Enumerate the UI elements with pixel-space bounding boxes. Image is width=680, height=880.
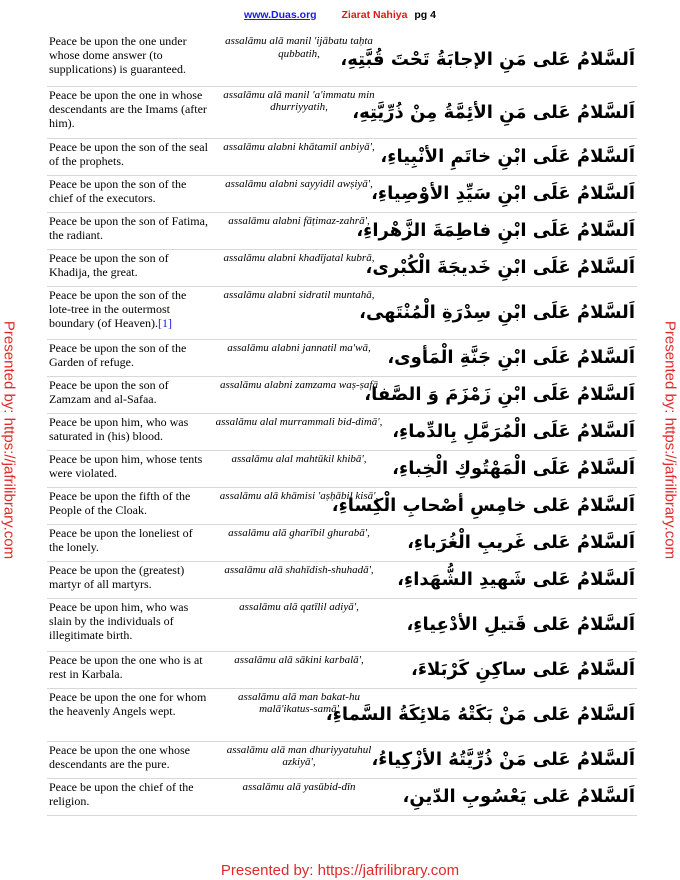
transliteration: assalāmu alā sākini karbalā',	[209, 651, 389, 688]
english-text: Peace be upon the son of the Garden of refuge.	[49, 340, 187, 369]
english-translation	[47, 86, 209, 138]
transliteration: assalāmu alabni fāṭimaz-zahrā',	[209, 212, 389, 249]
footnote-link[interactable]: [1]	[157, 315, 172, 330]
arabic-text: اَلسَّلامُ عَلَى ابْنِ سَيِّدِ الأوْصِياءِ،	[389, 175, 637, 212]
english-translation	[47, 339, 209, 376]
transliteration: assalāmu alal mahtūkil khibā',	[209, 450, 389, 487]
arabic-text: اَلسَّلامُ عَلَى ابْنِ خَديجَةَ الْكُبْرى،	[389, 249, 637, 286]
english-translation	[47, 688, 209, 741]
transliteration: assalāmu alā gharībil ghurabā',	[209, 524, 389, 561]
english-translation	[47, 524, 209, 561]
english-translation	[47, 651, 209, 688]
english-text: Peace be upon him, who was saturated in (his) blood.	[49, 414, 189, 443]
english-translation	[47, 561, 209, 598]
transliteration: assalāmu alabni sayyidil awṣiyā',	[209, 175, 389, 212]
english-text: Peace be upon the son of Khadija, the great.	[49, 250, 169, 279]
table-row	[47, 561, 637, 598]
table-row	[47, 212, 637, 249]
english-translation	[47, 33, 209, 86]
arabic-text: اَلسَّلامُ عَلى مَنْ ذُرِّيَّتُهُ الأزْكِياءُ،	[389, 741, 637, 778]
table-row	[47, 413, 637, 450]
arabic-text: اَلسَّلامُ عَلَى ابْنِ زَمْزَمَ وَ الصَّفا،	[389, 376, 637, 413]
table-row	[47, 376, 637, 413]
table-row	[47, 138, 637, 175]
transliteration: assalāmu alal murrammali bid-dimā',	[209, 413, 389, 450]
arabic-text: اَلسَّلامُ عَلَى ابْنِ سِدْرَةِ الْمُنْتَهى،	[389, 286, 637, 339]
arabic-text: اَلسَّلامُ عَلى قَتيلِ الأدْعِياءِ،	[389, 598, 637, 651]
english-translation	[47, 175, 209, 212]
transliteration: assalāmu alabni khātamil anbiyā',	[209, 138, 389, 175]
arabic-text: اَلسَّلامُ عَلَى ابْنِ جَنَّةِ الْمَأوى،	[389, 339, 637, 376]
transliteration: assalāmu alabni sidratil muntahā,	[209, 286, 389, 339]
transliteration: assalāmu alā manil 'ijābatu taḥta qubbatih,	[209, 33, 389, 86]
document-title: Ziarat Nahiya	[341, 9, 408, 21]
transliteration: assalāmu alā manil 'a'immatu min dhurriyyatih,	[209, 86, 389, 138]
english-translation	[47, 212, 209, 249]
table-row	[47, 651, 637, 688]
table-row	[47, 778, 637, 815]
english-text: Peace be upon the loneliest of the lonely.	[49, 525, 193, 554]
arabic-text: اَلسَّلامُ عَلى مَنِ الأئِمَّةُ مِنْ ذُرِّيَّتِهِ،	[389, 86, 637, 138]
english-text: Peace be upon the son of Fatima, the radiant.	[49, 213, 208, 242]
english-text: Peace be upon the son of the lote-tree in the outermost boundary (of Heaven).	[49, 287, 187, 330]
footer-watermark[interactable]: Presented by: https://jafrilibrary.com	[220, 862, 460, 879]
transliteration: assalāmu alā man bakat-hu malā'ikatus-samā'	[209, 688, 389, 741]
english-text: Peace be upon the son of the chief of the executors.	[49, 176, 187, 205]
transliteration: assalāmu alā khāmisi 'aṣḥābil kisā',	[209, 487, 389, 524]
english-translation	[47, 413, 209, 450]
arabic-text: اَلسَّلامُ عَلى ساكِنِ كَرْبَلاءَ،	[389, 651, 637, 688]
page-header	[0, 9, 680, 21]
english-text: Peace be upon the chief of the religion.	[49, 779, 194, 808]
table-row	[47, 249, 637, 286]
side-watermark-right-text: Presented by: https://jafrilibrary.com	[661, 320, 679, 560]
table-row	[47, 175, 637, 212]
table-row	[47, 598, 637, 651]
table-row	[47, 339, 637, 376]
english-text: Peace be upon the one in whose descendants are the Imams (after him).	[49, 87, 207, 130]
transliteration: assalāmu alā man dhuriyyatuhul azkiyā',	[209, 741, 389, 778]
english-translation	[47, 778, 209, 815]
page-number: pg 4	[414, 9, 436, 21]
side-watermark-left-text: Presented by: https://jafrilibrary.com	[0, 320, 18, 560]
english-text: Peace be upon the (greatest) martyr of all martyrs.	[49, 562, 185, 591]
arabic-text: اَلسَّلامُ عَلى شَهيدِ الشُّهَداءِ،	[389, 561, 637, 598]
english-text: Peace be upon him, whose tents were violated.	[49, 451, 203, 480]
english-text: Peace be upon the one under whose dome answer (to supplications) is guaranteed.	[49, 34, 187, 76]
table-row	[47, 524, 637, 561]
arabic-text: اَلسَّلامُ عَلى خامِسِ أصْحابِ الْكِساءِ،	[389, 487, 637, 524]
site-link[interactable]: www.Duas.org	[244, 9, 317, 21]
transliteration: assalāmu alabni jannatil ma'wā,	[209, 339, 389, 376]
table-row	[47, 487, 637, 524]
arabic-text: اَلسَّلامُ عَلَى الْمُرَمَّلِ بِالدِّماءِ،	[389, 413, 637, 450]
transliteration: assalāmu alabni khadījatal kubrā,	[209, 249, 389, 286]
arabic-text: اَلسَّلامُ عَلَى ابْنِ خاتَمِ الأنْبِياءِ،	[389, 138, 637, 175]
transliteration: assalāmu alabni zamzama waṣ-ṣafā	[209, 376, 389, 413]
arabic-text: اَلسَّلامُ عَلى يَعْسُوبِ الدّينِ،	[389, 778, 637, 815]
english-translation	[47, 249, 209, 286]
english-text: Peace be upon the one who is at rest in Karbala.	[49, 652, 203, 681]
arabic-text: اَلسَّلامُ عَلَى الْمَهْتُوكِ الْخِباءِ،	[389, 450, 637, 487]
english-translation	[47, 286, 209, 339]
transliteration: assalāmu alā yasūbid-dīn	[209, 778, 389, 815]
table-row	[47, 286, 637, 339]
english-translation	[47, 138, 209, 175]
english-translation	[47, 741, 209, 778]
table-row	[47, 86, 637, 138]
english-text: Peace be upon the one whose descendants are the pure.	[49, 742, 190, 771]
english-text: Peace be upon him, who was slain by the individuals of illegitimate birth.	[49, 599, 189, 642]
arabic-text: اَلسَّلامُ عَلى مَنِ الإجابَةُ تَحْتَ قُبَّتِهِ،	[389, 33, 637, 86]
arabic-text: اَلسَّلامُ عَلَى ابْنِ فاطِمَةَ الزَّهْراءِ،	[389, 212, 637, 249]
arabic-text: اَلسَّلامُ عَلى مَنْ بَكَتْهُ مَلائِكَةُ السَّماءِ،	[389, 688, 637, 741]
arabic-text: اَلسَّلامُ عَلى غَريبِ الْغُرَباءِ،	[389, 524, 637, 561]
ziarat-table	[47, 33, 637, 816]
english-translation	[47, 598, 209, 651]
english-text: Peace be upon the son of Zamzam and al-Safaa.	[49, 377, 169, 406]
transliteration: assalāmu alā shahīdish-shuhadā',	[209, 561, 389, 598]
table-row	[47, 741, 637, 778]
english-text: Peace be upon the son of the seal of the prophets.	[49, 139, 208, 168]
english-translation	[47, 487, 209, 524]
english-translation	[47, 376, 209, 413]
english-text: Peace be upon the fifth of the People of the Cloak.	[49, 488, 191, 517]
table-row	[47, 688, 637, 741]
english-text: Peace be upon the one for whom the heavenly Angels wept.	[49, 689, 207, 718]
transliteration: assalāmu alā qatīlil adiyā',	[209, 598, 389, 651]
table-row	[47, 450, 637, 487]
english-translation	[47, 450, 209, 487]
table-row	[47, 33, 637, 86]
